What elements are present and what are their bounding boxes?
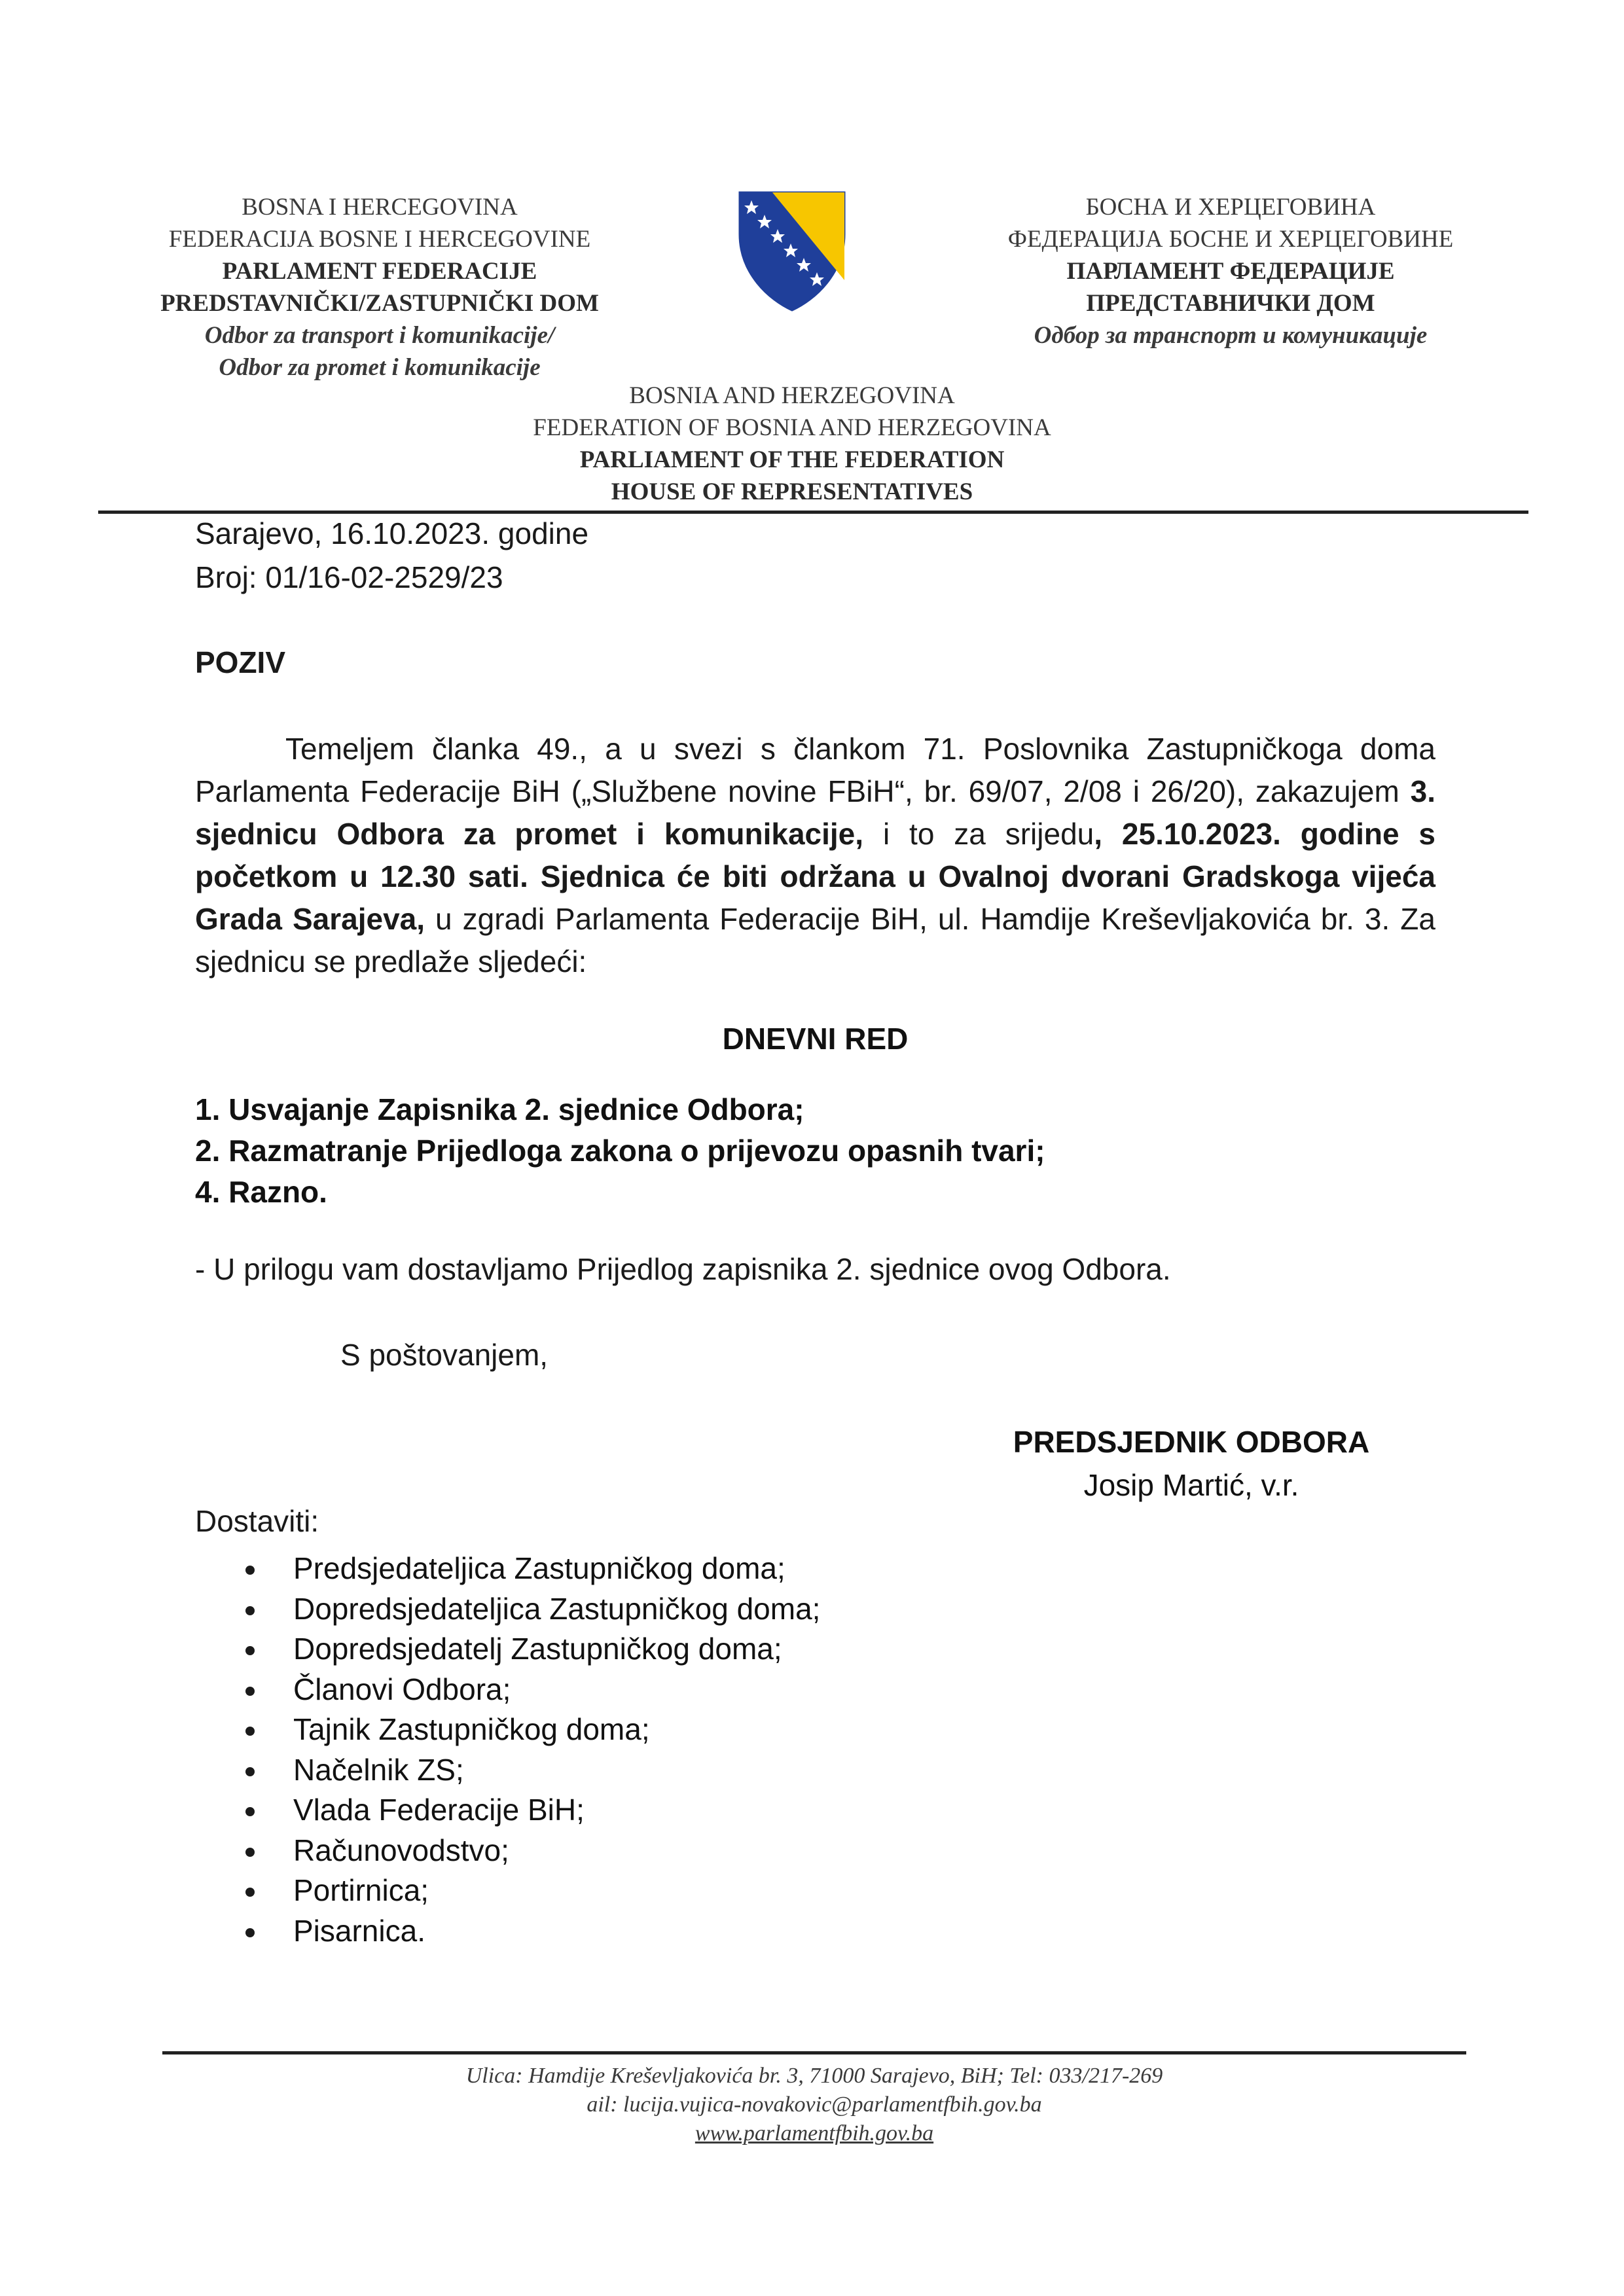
recipient-text: Pisarnica. xyxy=(293,1913,425,1948)
footer-address: Ulica: Hamdije Kreševljakovića br. 3, 71000 Sarajevo, BiH; Tel: 033/217-269 xyxy=(465,2064,1163,2088)
signer-title: PREDSJEDNIK ODBORA xyxy=(1013,1425,1370,1459)
header-left-line: Odbor za promet i komunikacije xyxy=(219,354,541,381)
header-center-line: BOSNIA AND HERZEGOVINA xyxy=(629,382,955,409)
recipient-text: Načelnik ZS; xyxy=(293,1752,464,1787)
header-left-line: Odbor za transport i komunikacije/ xyxy=(204,322,555,349)
paragraph-bold: 3. sjednicu Odbora za promet i komunikacije, xyxy=(195,774,1435,851)
coat-of-arms-icon xyxy=(733,188,851,313)
recipient-text: Članovi Odbora; xyxy=(293,1672,511,1706)
bullet-icon xyxy=(245,1767,255,1776)
list-item xyxy=(242,1589,820,1630)
header-center-line: PARLIAMENT OF THE FEDERATION xyxy=(579,446,1005,473)
header-center-block xyxy=(419,380,1165,508)
closing-greeting: S poštovanjem, xyxy=(340,1338,549,1372)
bullet-icon xyxy=(245,1606,255,1615)
recipient-text: Vlada Federacije BiH; xyxy=(293,1793,585,1827)
paragraph-text: Temeljem članka 49., a u svezi s člankom 71. Poslovnika Zastupničkoga doma Parlamenta Federacije BiH („Službene novine FBiH“, br. 69/07, 2/08 i 26/20), zakazujem xyxy=(195,732,1435,808)
recipient-text: Dopredsjedatelj Zastupničkog doma; xyxy=(293,1632,782,1666)
bullet-icon xyxy=(245,1888,255,1897)
recipient-text: Tajnik Zastupničkog doma; xyxy=(293,1712,650,1746)
recipient-text: Računovodstvo; xyxy=(293,1833,509,1867)
recipients-label: Dostaviti: xyxy=(195,1504,319,1538)
bullet-icon xyxy=(245,1727,255,1736)
list-item xyxy=(242,1790,820,1831)
header-right-line: ФЕДЕРАЦИЈА БОСНЕ И ХЕРЦЕГОВИНЕ xyxy=(1007,226,1454,253)
paragraph-text: u zgradi Parlamenta Federacije BiH, ul. Hamdije Kreševljakovića br. 3. Za sjednicu se predlaže sljedeći: xyxy=(195,902,1435,978)
list-item xyxy=(242,1911,820,1952)
footer-website-link[interactable]: www.parlamentfbih.gov.ba xyxy=(695,2121,934,2145)
header-left-line: PARLAMENT FEDERACIJE xyxy=(222,258,537,285)
bullet-icon xyxy=(245,1848,255,1857)
footer-website[interactable] xyxy=(162,2119,1466,2148)
agenda-item: 4. Razno. xyxy=(195,1175,327,1209)
list-item xyxy=(242,1750,820,1791)
paragraph-text: i to za srijedu xyxy=(863,817,1094,851)
list-item xyxy=(242,1670,820,1710)
bullet-icon xyxy=(245,1646,255,1655)
invitation-paragraph xyxy=(195,728,1435,983)
bullet-icon xyxy=(245,1687,255,1696)
list-item xyxy=(242,1831,820,1871)
document-title: POZIV xyxy=(195,645,286,679)
bullet-icon xyxy=(245,1566,255,1575)
header-center-line: HOUSE OF REPRESENTATIVES xyxy=(611,478,973,505)
list-item xyxy=(242,1629,820,1670)
header-right-line: ПАРЛАМЕНТ ФЕДЕРАЦИЈЕ xyxy=(1066,258,1395,285)
header-right-line: Одбор за транспорт и комуникације xyxy=(1034,322,1428,349)
header-right-block xyxy=(949,191,1512,351)
bullet-icon xyxy=(245,1807,255,1816)
header-center-line: FEDERATION OF BOSNIA AND HERZEGOVINA xyxy=(533,414,1051,441)
bullet-icon xyxy=(245,1928,255,1937)
agenda-title: DNEVNI RED xyxy=(722,1022,909,1056)
signer-name: Josip Martić, v.r. xyxy=(1083,1468,1299,1502)
recipient-text: Portirnica; xyxy=(293,1873,429,1907)
header-divider xyxy=(98,511,1528,514)
header-left-line: FEDERACIJA BOSNE I HERCEGOVINE xyxy=(168,226,591,253)
list-item xyxy=(242,1710,820,1750)
paragraph-bold: , 25.10.2023. godine s početkom u 12.30 sati. Sjednica će biti održana u Ovalnoj dvorani Gradskoga vijeća Grada Sarajeva, xyxy=(195,817,1436,936)
agenda-item: 2. Razmatranje Prijedloga zakona o prijevozu opasnih tvari; xyxy=(195,1134,1045,1168)
recipient-text: Dopredsjedateljica Zastupničkog doma; xyxy=(293,1591,821,1626)
header-left-block xyxy=(98,191,661,384)
header-left-line: BOSNA I HERCEGOVINA xyxy=(242,194,518,221)
list-item xyxy=(242,1871,820,1911)
list-item xyxy=(242,1549,820,1589)
header-left-line: PREDSTAVNIČKI/ZASTUPNIČKI DOM xyxy=(160,290,599,317)
footer-divider xyxy=(162,2051,1466,2054)
header-right-line: ПРЕДСТАВНИЧКИ ДОМ xyxy=(1086,290,1375,317)
footer-email: ail: lucija.vujica-novakovic@parlamentfbih.gov.ba xyxy=(586,2092,1042,2117)
document-number: Broj: 01/16-02-2529/23 xyxy=(195,560,503,594)
place-date: Sarajevo, 16.10.2023. godine xyxy=(195,516,589,550)
recipient-text: Predsjedateljica Zastupničkog doma; xyxy=(293,1551,785,1585)
agenda-item: 1. Usvajanje Zapisnika 2. sjednice Odbora; xyxy=(195,1092,804,1126)
header-right-line: БОСНА И ХЕРЦЕГОВИНА xyxy=(1085,194,1376,221)
attachment-note: - U prilogu vam dostavljamo Prijedlog zapisnika 2. sjednice ovog Odbora. xyxy=(195,1252,1171,1286)
recipients-list xyxy=(242,1549,820,1951)
